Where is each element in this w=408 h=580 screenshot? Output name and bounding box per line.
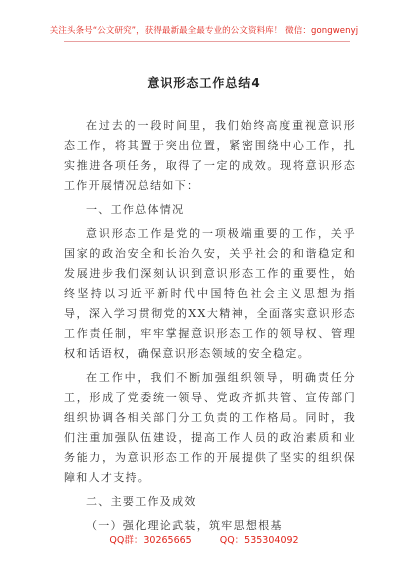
section-heading-2: 二、主要工作及成效 [86, 495, 197, 508]
intro-paragraph: 在过去的一段时间里，我们始终高度重视意识形态工作，将其置于突出位置，紧密围绕中心工作，扎实推进各项任务，取得了一定的成效。现将意识形态工作开展情况总结如下： [64, 119, 356, 192]
subsection-heading-1: （一）强化理论武装，筑牢思想根基 [86, 519, 283, 532]
document-body [64, 116, 356, 536]
footer-qq: QQ：535304092 [219, 535, 299, 546]
header-divider [64, 41, 350, 42]
body-paragraph-1: 意识形态工作是党的一项极端重要的工作，关乎国家的政治安全和长治久安，关乎社会的和谐稳定和发展进步我们深刻认识到意识形态工作的重要性，始终坚持以习近平新时代中国特色社会主义思想为指导，深入学习贯彻党的XX大精神，全面落实意识形态工作责任制，牢牢掌握意识形态工作的领导权、管理权和话语权，确保意识形态领域的安全稳定。 [64, 227, 356, 360]
footer-qq-group: QQ群：30265665 [109, 535, 192, 546]
header-notice: 关注头条号“公文研究”，获得最新最全最专业的公文资料库！ 微信：gongwenyj [49, 26, 359, 36]
section-heading-1: 一、工作总体情况 [86, 203, 185, 216]
footer-contact [0, 532, 408, 546]
document-title: 意识形态工作总结4 [147, 76, 261, 90]
body-paragraph-2: 在工作中，我们不断加强组织领导，明确责任分工，形成了党委统一领导、党政齐抓共管、宣传部门组织协调各相关部门分工负责的工作格局。同时，我们注重加强队伍建设，提高工作人员的政治素质和业务能力，为意识形态工作的开展提供了坚实的组织保障和人才支持。 [64, 371, 356, 484]
